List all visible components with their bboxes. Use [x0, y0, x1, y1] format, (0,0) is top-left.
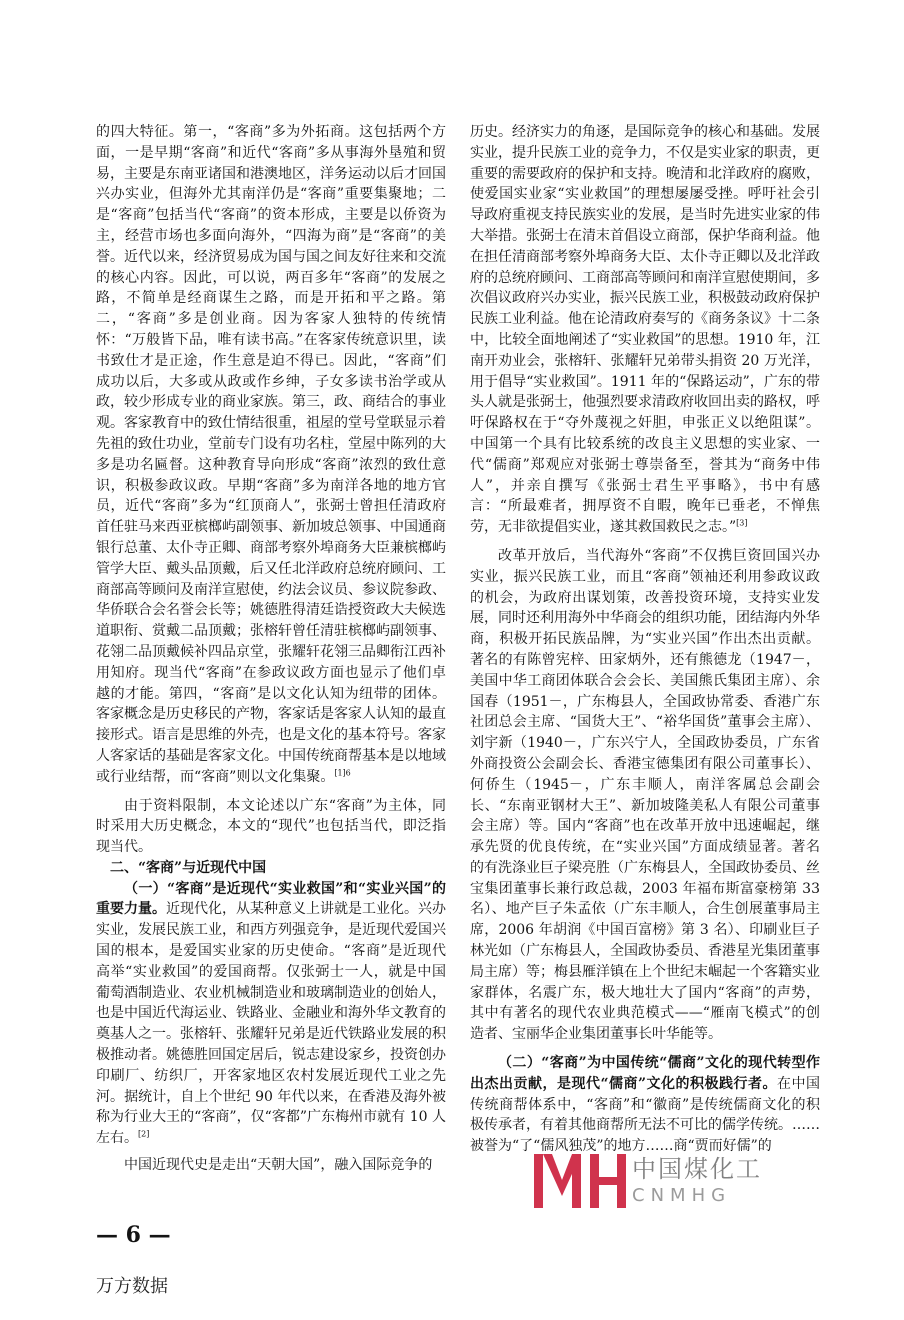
- paragraph-text: ，2003 年福布斯富豪榜第 33 名）、地产巨子朱孟依（: [470, 880, 820, 918]
- logo-text: [632, 1154, 762, 1208]
- subsection-heading: （一）“客商”是近现代“实业救国”和“实业兴国”的重要力量。: [96, 880, 446, 918]
- bio-note: 广东梅县人，全国政协委员、丝宝集团董事长兼行政总裁: [470, 859, 820, 897]
- paragraph: [470, 122, 820, 538]
- logo-mark: [532, 1150, 628, 1212]
- paragraph: [96, 122, 446, 788]
- paragraph-text: ）等。国内“客商”也在改革开放中迅速崛起，继承先贤的优良传统，在“实业兴国”方面成绩显著。著名的有洗涤业巨子梁亮胜（: [470, 818, 820, 876]
- logo-chinese-text: 中国煤化工: [632, 1155, 762, 1183]
- citation: [1]6: [334, 768, 351, 778]
- paragraph-text: 在中国传统商帮体系中，“客商”和“徽商”是传统儒商文化的积极传承者，有着其他商帮所无法不可比的儒学传统。……被誉为“了“儒风独茂”的地方……商“贾而好儒”的: [470, 1075, 821, 1155]
- logo-english-text: CNMHG: [632, 1185, 732, 1206]
- paragraph-text: 的四大特征。第一，“客商”多为外拓商。这包括两个方面，一是早期“客商”和近代“客商”多从事海外垦殖和贸易，主要是东南亚诸国和港澳地区，洋务运动以后才回国兴办实业，但海外尤其南洋仍是“客商”重要集聚地；二是“客商”包括当代“客商”的资本形成，主要是以侨资为主，经营市场也多面向海外，“四海为商”是“客商”的美誉。近代以来，经济贸易成为国与国之间友好往来和交流的核心内容。因此，可以说，两百多年“客商”的发展之路，不简单是经商谋生之路，而是开拓和平之路。第二，“客商”多是创业商。因为客家人独特的传统情怀：“万般皆下品，唯有读书高。”在客家传统意识里，读书致仕才是正途，作生意是迫不得已。因此，“客商”们成功以后，大多或从政或作乡绅，子女多读书治学或从政，较少形成专业的商业家族。第三，政、商结合的事业观。客家教育中的致仕情结很重，祖屋的堂号堂联显示着先祖的致仕功业，堂前专门设有功名柱，堂屋中陈列的大多是功名匾督。这种教育导向形成“客商”浓烈的致仕意识，积极参政议政。早期“客商”多为南洋各地的地方官员，近代“客商”多为“红顶商人”，张弼士曾担任清政府首任驻马来西亚槟榔屿副领事、新加坡总领事、中国通商银行总董、太仆寺正卿、商部考察外埠商务大臣兼槟榔屿管学大臣、戴头品顶戴，后又任北洋政府总统府顾问、工商部高等顾问及南洋宣慰使，约法会议员、参议院参政、华侨联合会名誉会长等；姚德胜得清廷诰授资政大夫候选道职衔、赏戴二品顶戴；张榕轩曾任清驻槟榔屿副领事、花翎二品顶戴候补四品京堂，张耀轩花翎三品卿衔江西补用知府。现当代“客商”在参政议政方面也显示了他们卓越的才能。第四，“客商”是以文化认知为纽带的团体。客家概念是历史移民的产物，客家话是客家人认知的最直接形式。语言是思维的外壳，也是文化的基本符号。客家人客家话的基础是客家文化。中国传统商帮基本是以地域或行业结帮，而“客商”则以文化集聚。: [96, 124, 446, 785]
- paragraph: [96, 1155, 446, 1176]
- paragraph: [470, 546, 820, 1045]
- subsection-heading: （二）“客商”为中国传统“儒商”文化的现代转型作出杰出贡献，是现代“儒商”文化的积极践行者。: [470, 1055, 820, 1092]
- bio-note: 广东梅县人，全国政协常委、香港广东社团总会主席、“国货大王”、“裕华国货”董事会主席: [470, 693, 821, 731]
- paragraph: [96, 879, 446, 1149]
- section-heading: 二、“客商”与近现代中国: [110, 859, 267, 876]
- bio-note: 广东丰顺人，合生创展董事局主席: [470, 901, 821, 939]
- paragraph-text: ）、余国春（1951－，: [470, 672, 821, 710]
- bio-note: 广东兴宁人，全国政协委员，广东省外商投资公会副会长、香港宝德集团有限公司董事长: [470, 735, 820, 772]
- left-column: [96, 122, 446, 1176]
- watermark-logo: [532, 1150, 792, 1212]
- bio-note: 广东丰顺人，南洋客属总会副会长、“东南亚钢材大王”、新加坡隆美私人有限公司董事会主席: [470, 776, 820, 835]
- paragraph-text: 改革开放后，当代海外“客商”不仅携巨资回国兴办实业，振兴民族工业，而且“客商”领袖还利用参政议政的机会，为政府出谋划策，改善投资环境，支持实业发展，同时还利用海外中华商会的组织功能，团结海内外华商，积极开拓民族品牌，为“实业兴国”作出杰出贡献。著名的有陈曾宪梓、田家炳外，还有熊德龙（1947－，: [470, 547, 820, 668]
- bio-note: 广东梅县人，全国政协委员、香港星光集团董事局主席: [470, 943, 820, 980]
- paragraph-text: ）、刘宇新（1940－，: [470, 714, 820, 752]
- paragraph-text: 历史。经济实力的角逐，是国际竞争的核心和基础。发展实业，提升民族工业的竞争力，不仅是实业家的职责，更重要的需要政府的保护和支持。晚清和北洋政府的腐败，使爱国实业家“实业救国”的理想屡屡受挫。呼吁社会引导政府重视支持民族实业的发展，是当时先进实业家的伟大举措。张弼士在清末首倡设立商部，保护华商利益。他在担任清商部考察外埠商务大臣、太仆寺正卿以及北洋政府的总统府顾问、工商部高等顾问和南洋宣慰使期间，多次倡议政府兴办实业，振兴民族工业，积极鼓动政府保护民族工业利益。他在论清政府奏写的《商务条议》十二条中，比较全面地阐述了“实业救国”的思想。1910 年，江南开劝业会，张榕轩、张耀轩兄弟带头捐资 20 万光洋，用于倡导“实业救国”。1911 年的“保路运动”，广东的带头人就是张弼士，他强烈要求清政府收回出卖的路权，呼吁保路权在于“夺外蔑视之奸胆，申张正义以绝阻谋”。中国第一个具有比较系统的改良主义思想的实业家、一代“儒商”郑观应对张弼士尊崇备至，誉其为“商务中伟人”，并亲自撰写《张弼士君生平事略》，书中有感言：“所最难者，拥厚资不自暇，晚年已垂老，不惮焦劳，无非欲提倡实业，遂其救国救民之志。”: [470, 124, 820, 536]
- page-number: — 6 —: [96, 1222, 171, 1248]
- paragraph-text: ，2006 年胡润《中国百富榜》第 3 名）、印刷业巨子林光如（: [470, 922, 821, 960]
- citation: [2]: [138, 1129, 150, 1139]
- citation: [3]: [736, 518, 748, 528]
- paragraph-text: 由于资料限制，本文论述以广东“客商”为主体，同时采用大历史概念，本文的“现代”也包括当代，即泛指现当代。: [96, 797, 446, 856]
- paragraph: [470, 1053, 820, 1157]
- bio-note: 美国中华工商团体联合会会长、美国熊氏集团主席: [470, 672, 785, 689]
- logo-mh-graphic: [532, 1150, 628, 1212]
- paragraph-text: ）、何侨生（1945－，: [470, 755, 821, 793]
- right-column: [470, 122, 820, 1157]
- paragraph: [96, 796, 446, 858]
- paragraph-text: ）等；梅县雁洋镇在上个世纪末崛起一个客籍实业家群体，名震广东，极大地壮大了国内“客商”的声势，其中有著名的现代农业典范模式——“雁南飞模式”的创造者、宝丽华企业集团董事长叶华能等。: [470, 963, 820, 1043]
- paragraph-text: 中国近现代史是走出“天朝大国”，融入国际竞争的: [124, 1157, 433, 1174]
- paragraph-text: 近现代化，从某种意义上讲就是工业化。兴办实业，发展民族工业，和西方列强竞争，是近现代爱国兴国的根本，是爱国实业家的历史使命。“客商”是近现代高举“实业救国”的爱国商帮。仅张弼士一人，就是中国葡萄酒制造业、农业机械制造业和玻璃制造业的创始人，也是中国近代海运业、铁路业、金融业和海外华文教育的奠基人之一。张榕轩、张耀轩兄弟是近代铁路业发展的积极推动者。姚德胜回国定居后，锐志建设家乡，投资创办印刷厂、纺织厂，开客家地区农村发展近现代工业之先河。据统计，自上个世纪 90 年代以来，在香港及海外被称为行业大王的“客商”，仅“客都”广东梅州市就有 10 人左右。: [96, 901, 446, 1147]
- footer-source: 万方数据: [96, 1276, 168, 1297]
